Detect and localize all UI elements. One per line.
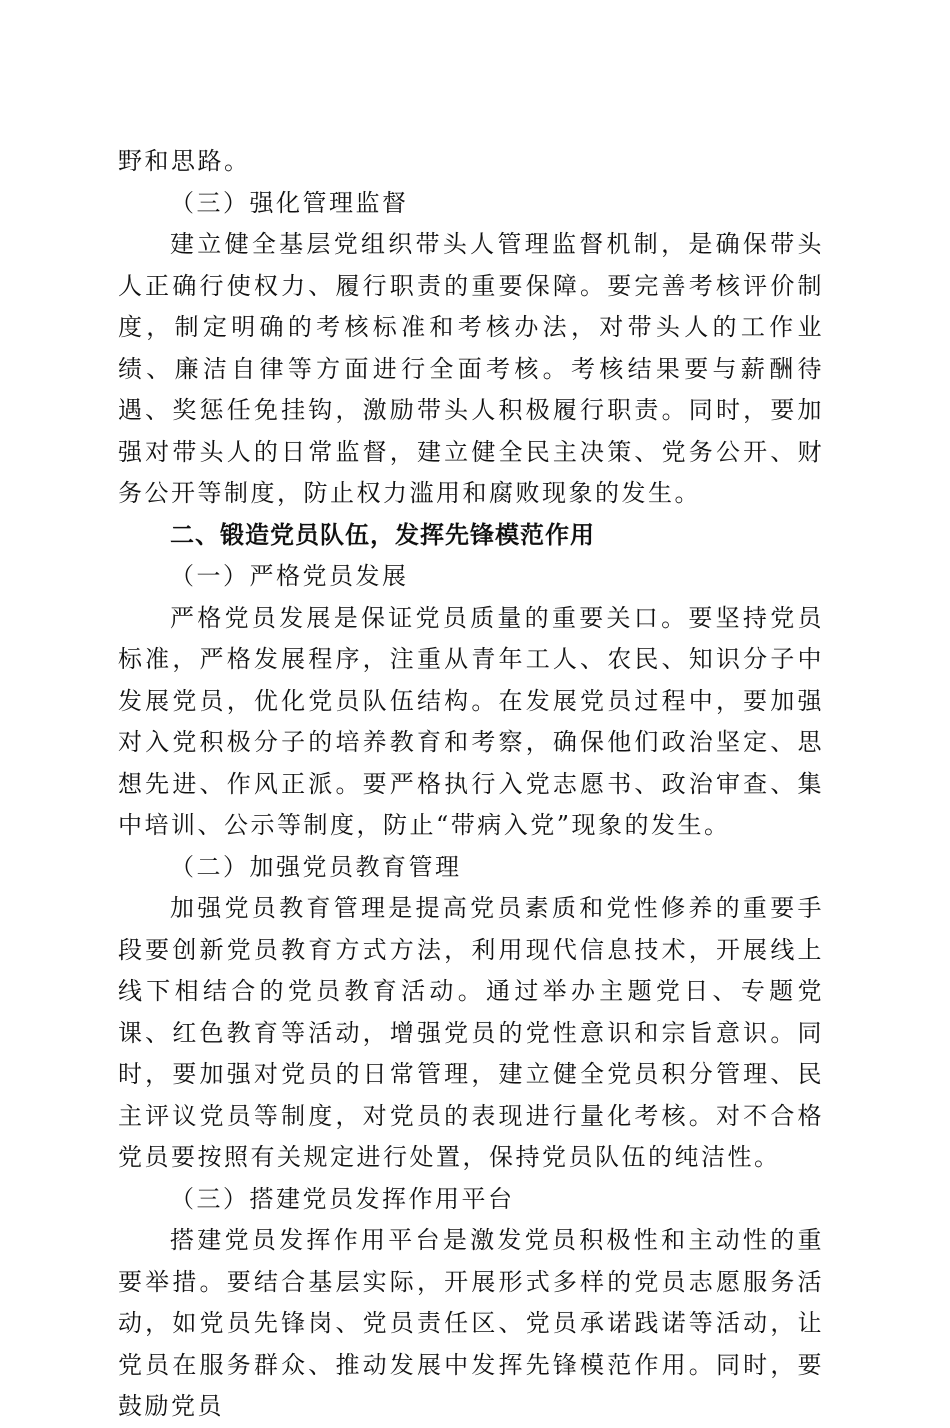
section-subheading: （三）搭建党员发挥作用平台 bbox=[170, 1184, 515, 1213]
body-paragraph: 严格党员发展是保证党员质量的重要关口。要坚持党员标准，严格发展程序，注重从青年工人、农民、知识分子中发展党员，优化党员队伍结构。在发展党员过程中，要加强对入党积极分子的培养教育和考察，确保他们政治坚定、思想先进、作风正派。要严格执行入党志愿书、政治审查、集中培训、公示等制度，防止“带病入党”现象的发生。 bbox=[118, 603, 824, 839]
body-paragraph: 加强党员教育管理是提高党员素质和党性修养的重要手段要创新党员教育方式方法，利用现代信息技术，开展线上线下相结合的党员教育活动。通过举办主题党日、专题党课、红色教育等活动，增强党员的党性意识和宗旨意识。同时，要加强对党员的日常管理，建立健全党员积分管理、民主评议党员等制度，对党员的表现进行量化考核。对不合格党员要按照有关规定进行处置，保持党员队伍的纯洁性。 bbox=[118, 894, 824, 1171]
body-paragraph: 建立健全基层党组织带头人管理监督机制，是确保带头人正确行使权力、履行职责的重要保障。要完善考核评价制度，制定明确的考核标准和考核办法，对带头人的工作业绩、廉洁自律等方面进行全面考核。考核结果要与薪酬待遇、奖惩任免挂钩，激励带头人积极履行职责。同时，要加强对带头人的日常监督，建立健全民主决策、党务公开、财务公开等制度，防止权力滥用和腐败现象的发生。 bbox=[118, 230, 824, 507]
section-subheading: （三）强化管理监督 bbox=[170, 188, 409, 217]
paragraph-continued: 野和思路。 bbox=[118, 147, 251, 175]
body-paragraph: 搭建党员发挥作用平台是激发党员积极性和主动性的重要举措。要结合基层实际，开展形式多样的党员志愿服务活动，如党员先锋岗、党员责任区、党员承诺践诺等活动，让党员在服务群众、推动发展中发挥先锋模范作用。同时，要鼓励党员 bbox=[118, 1226, 824, 1420]
section-subheading: （一）严格党员发展 bbox=[170, 562, 409, 590]
section-subheading: （二）加强党员教育管理 bbox=[170, 852, 462, 881]
section-heading: 二、锻造党员队伍，发挥先锋模范作用 bbox=[170, 520, 595, 549]
document-body bbox=[118, 141, 824, 1428]
